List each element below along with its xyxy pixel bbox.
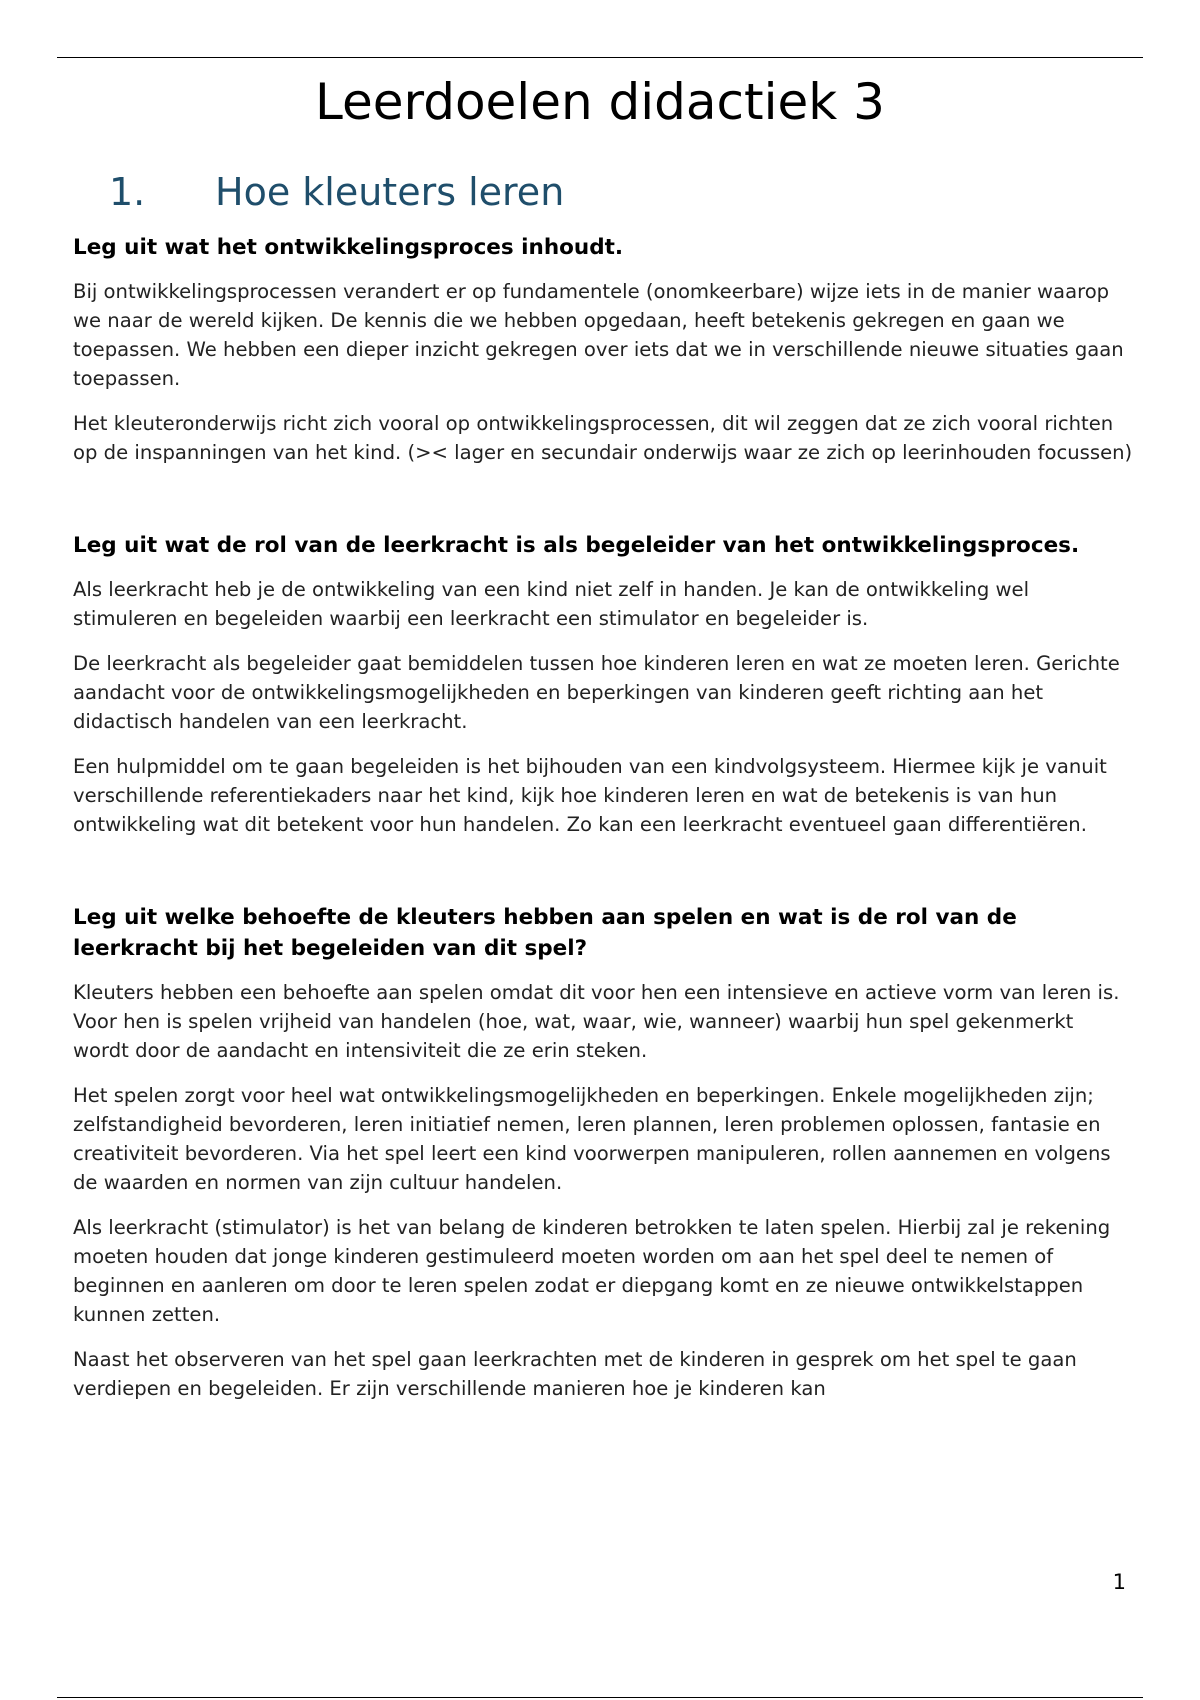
paragraph: Het spelen zorgt voor heel wat ontwikkelingsmogelijkheden en beperkingen. Enkele mogelijkheden zijn; zelfstandigheid bevorderen, leren initiatief nemen, leren plannen, leren problemen oplossen, fantasie en creativiteit bevorderen. Via het spel leert een kind voorwerpen manipuleren, rollen aannemen en volgens de waarden en normen van zijn cultuur handelen.	[73, 1084, 1111, 1194]
question-heading: Leg uit welke behoefte de kleuters hebben aan spelen en wat is de rol van de leerkracht bij het begeleiden van dit spel?	[73, 905, 1017, 961]
paragraph: De leerkracht als begeleider gaat bemiddelen tussen hoe kinderen leren en wat ze moeten leren. Gerichte aandacht voor de ontwikkelingsmogelijkheden en beperkingen van kinderen geeft richting aan het didactisch handelen van een leerkracht.	[73, 652, 1120, 733]
question-block-3	[73, 902, 1133, 1403]
question-heading: Leg uit wat de rol van de leerkracht is als begeleider van het ontwikkelingsproces.	[73, 533, 1080, 558]
question-block-1	[73, 232, 1133, 467]
question-block-2	[73, 530, 1133, 839]
paragraph: Als leerkracht (stimulator) is het van belang de kinderen betrokken te laten spelen. Hierbij zal je rekening moeten houden dat jonge kinderen gestimuleerd moeten worden om aan het spel deel te nemen of beginnen en aanleren om door te leren spelen zodat er diepgang komt en ze nieuwe ontwikkelstappen kunnen zetten.	[73, 1216, 1111, 1326]
document-body	[73, 232, 1133, 1419]
paragraph: Naast het observeren van het spel gaan leerkrachten met de kinderen in gesprek om het spel te gaan verdiepen en begeleiden. Er zijn verschillende manieren hoe je kinderen kan	[73, 1348, 1077, 1400]
paragraph: Het kleuteronderwijs richt zich vooral op ontwikkelingsprocessen, dit wil zeggen dat ze zich vooral richten op de inspanningen van het kind. (>< lager en secundair onderwijs waar ze zich op leerinhouden focussen)	[73, 412, 1133, 464]
section-number: 1.	[109, 170, 146, 214]
section-heading	[109, 170, 564, 216]
top-rule	[57, 57, 1143, 58]
question-heading: Leg uit wat het ontwikkelingsproces inhoudt.	[73, 235, 624, 260]
paragraph: Kleuters hebben een behoefte aan spelen omdat dit voor hen een intensieve en actieve vorm van leren is. Voor hen is spelen vrijheid van handelen (hoe, wat, waar, wie, wanneer) waarbij hun spel gekenmerkt wordt door de aandacht en intensiviteit die ze erin steken.	[73, 981, 1120, 1062]
paragraph: Bij ontwikkelingsprocessen verandert er op fundamentele (onomkeerbare) wijze iets in de manier waarop we naar de wereld kijken. De kennis die we hebben opgedaan, heeft betekenis gekregen en gaan we toepassen. We hebben een dieper inzicht gekregen over iets dat we in verschillende nieuwe situaties gaan toepassen.	[73, 280, 1124, 390]
paragraph: Als leerkracht heb je de ontwikkeling van een kind niet zelf in handen. Je kan de ontwikkeling wel stimuleren en begeleiden waarbij een leerkracht een stimulator en begeleider is.	[73, 578, 1030, 630]
document-title: Leerdoelen didactiek 3	[315, 73, 885, 131]
section-title: Hoe kleuters leren	[215, 170, 565, 214]
bottom-rule	[57, 1697, 1143, 1698]
paragraph: Een hulpmiddel om te gaan begeleiden is het bijhouden van een kindvolgsysteem. Hiermee kijk je vanuit verschillende referentiekaders naar het kind, kijk hoe kinderen leren en wat de betekenis is van hun ontwikkeling wat dit betekent voor hun handelen. Zo kan een leerkracht eventueel gaan differentiëren.	[73, 755, 1107, 836]
page-number: 1	[1112, 1570, 1126, 1594]
